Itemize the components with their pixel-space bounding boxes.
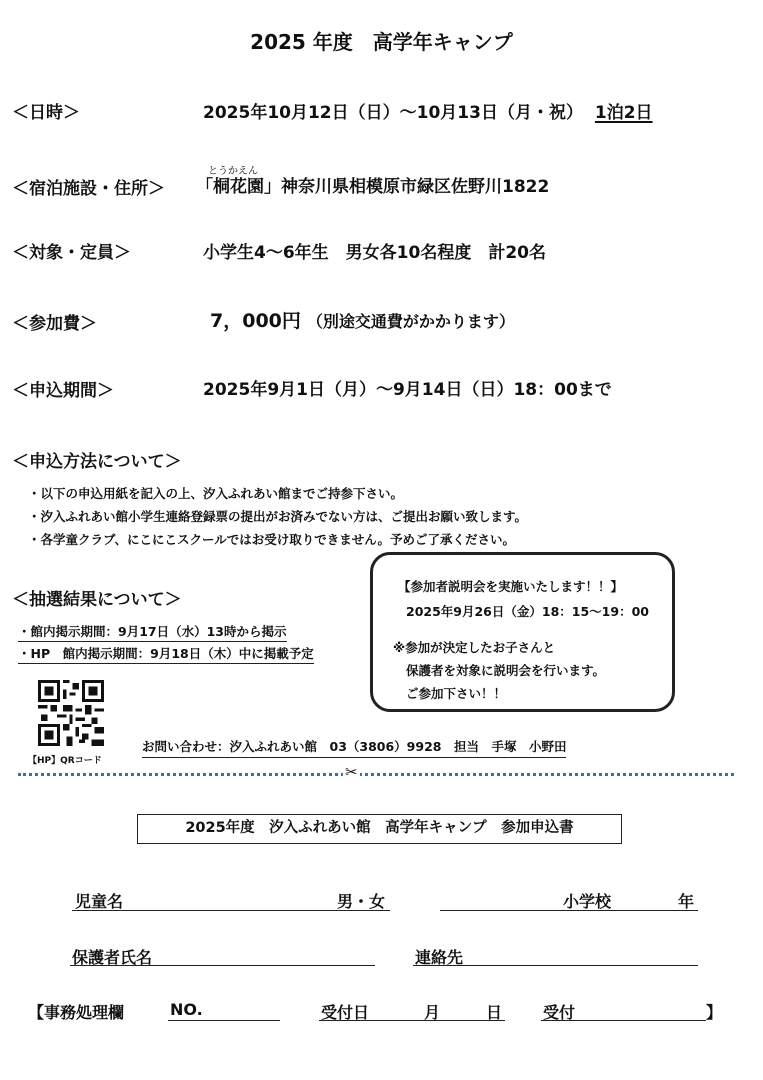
method-item-3: ・各学童クラブ、にこにこスクールではお受け取りできません。予めご了承ください。 bbox=[28, 532, 516, 547]
school-field[interactable] bbox=[440, 910, 698, 911]
office-close-bracket: 】 bbox=[706, 1003, 723, 1022]
cut-line bbox=[18, 773, 734, 776]
fee-amount: 7，000円 bbox=[210, 310, 301, 332]
target-value: 小学生4～6年生 男女各10名程度 計20名 bbox=[203, 243, 546, 263]
form-contact-label: 連絡先 bbox=[415, 948, 464, 967]
target-label: ＜対象・定員＞ bbox=[12, 243, 131, 263]
guardian-field[interactable] bbox=[70, 965, 375, 966]
day-label: 日 bbox=[486, 1003, 503, 1022]
form-contact-field[interactable] bbox=[413, 965, 698, 966]
office-label: 【事務処理欄 bbox=[28, 1003, 125, 1022]
guardian-label: 保護者氏名 bbox=[72, 948, 153, 967]
office-no-label: NO. bbox=[170, 1000, 203, 1019]
period-value: 2025年9月1日（月）～9月14日（日）18：00まで bbox=[203, 380, 612, 400]
form-title: 2025年度 汐入ふれあい館 高学年キャンプ 参加申込書 bbox=[137, 814, 622, 844]
briefing-line-2: 保護者を対象に説明会を行います。 bbox=[406, 663, 606, 678]
method-item-2: ・汐入ふれあい館小学生連絡登録票の提出がお済みでない方は、ご提出お願い致します。 bbox=[28, 509, 528, 524]
datetime-label: ＜日時＞ bbox=[12, 103, 80, 123]
lottery-item-1: ・館内掲示期間：9月17日（水）13時から掲示 bbox=[18, 622, 287, 642]
scissors-icon: ✂ bbox=[345, 763, 358, 781]
datetime-value bbox=[203, 98, 653, 123]
facility-name: 「桐花園」 bbox=[196, 177, 281, 197]
grade-label: 年 bbox=[678, 892, 695, 911]
nights-badge: 1泊2日 bbox=[594, 103, 653, 123]
qr-code-icon[interactable] bbox=[38, 680, 104, 746]
child-name-label: 児童名 bbox=[75, 892, 124, 911]
school-label: 小学校 bbox=[563, 892, 612, 911]
received-label: 受付 bbox=[543, 1003, 576, 1022]
method-item-1: ・以下の申込用紙を記入の上、汐入ふれあい館までご持参下さい。 bbox=[28, 486, 404, 501]
office-no-field[interactable] bbox=[168, 1020, 280, 1021]
qr-caption: 【HP】QRコード bbox=[28, 756, 102, 766]
fee-note: （別途交通費がかかります） bbox=[306, 312, 515, 331]
received-date-field[interactable] bbox=[319, 1020, 505, 1021]
briefing-line-1: ※参加が決定したお子さんと bbox=[393, 640, 556, 655]
datetime-text: 2025年10月12日（日）～10月13日（月・祝） bbox=[203, 103, 583, 123]
briefing-line-3: ご参加下さい！！ bbox=[406, 686, 507, 701]
fee-value bbox=[210, 306, 515, 333]
lottery-item-2: ・HP 館内掲示期間：9月18日（木）中に掲載予定 bbox=[18, 644, 314, 664]
gender-option[interactable]: 男・女 bbox=[337, 892, 386, 911]
received-date-label: 受付日 bbox=[321, 1003, 370, 1022]
received-field[interactable] bbox=[541, 1020, 706, 1021]
facility-value bbox=[196, 172, 549, 197]
month-label: 月 bbox=[424, 1003, 441, 1022]
facility-address: 神奈川県相模原市緑区佐野川1822 bbox=[281, 177, 550, 197]
fee-label: ＜参加費＞ bbox=[12, 314, 97, 334]
page-title: 2025 年度 高学年キャンプ bbox=[250, 30, 513, 54]
lottery-heading: ＜抽選結果について＞ bbox=[12, 590, 182, 610]
facility-label: ＜宿泊施設・住所＞ bbox=[12, 179, 165, 199]
briefing-title: 【参加者説明会を実施いたします！！】 bbox=[398, 579, 624, 594]
period-label: ＜申込期間＞ bbox=[12, 381, 114, 401]
facility-ruby: とうかえん bbox=[208, 166, 258, 177]
contact-info: お問い合わせ：汐入ふれあい館 03（3806）9928 担当 手塚 小野田 bbox=[142, 737, 566, 758]
briefing-date: 2025年9月26日（金）18：15～19：00 bbox=[406, 604, 649, 619]
method-heading: ＜申込方法について＞ bbox=[12, 452, 182, 472]
